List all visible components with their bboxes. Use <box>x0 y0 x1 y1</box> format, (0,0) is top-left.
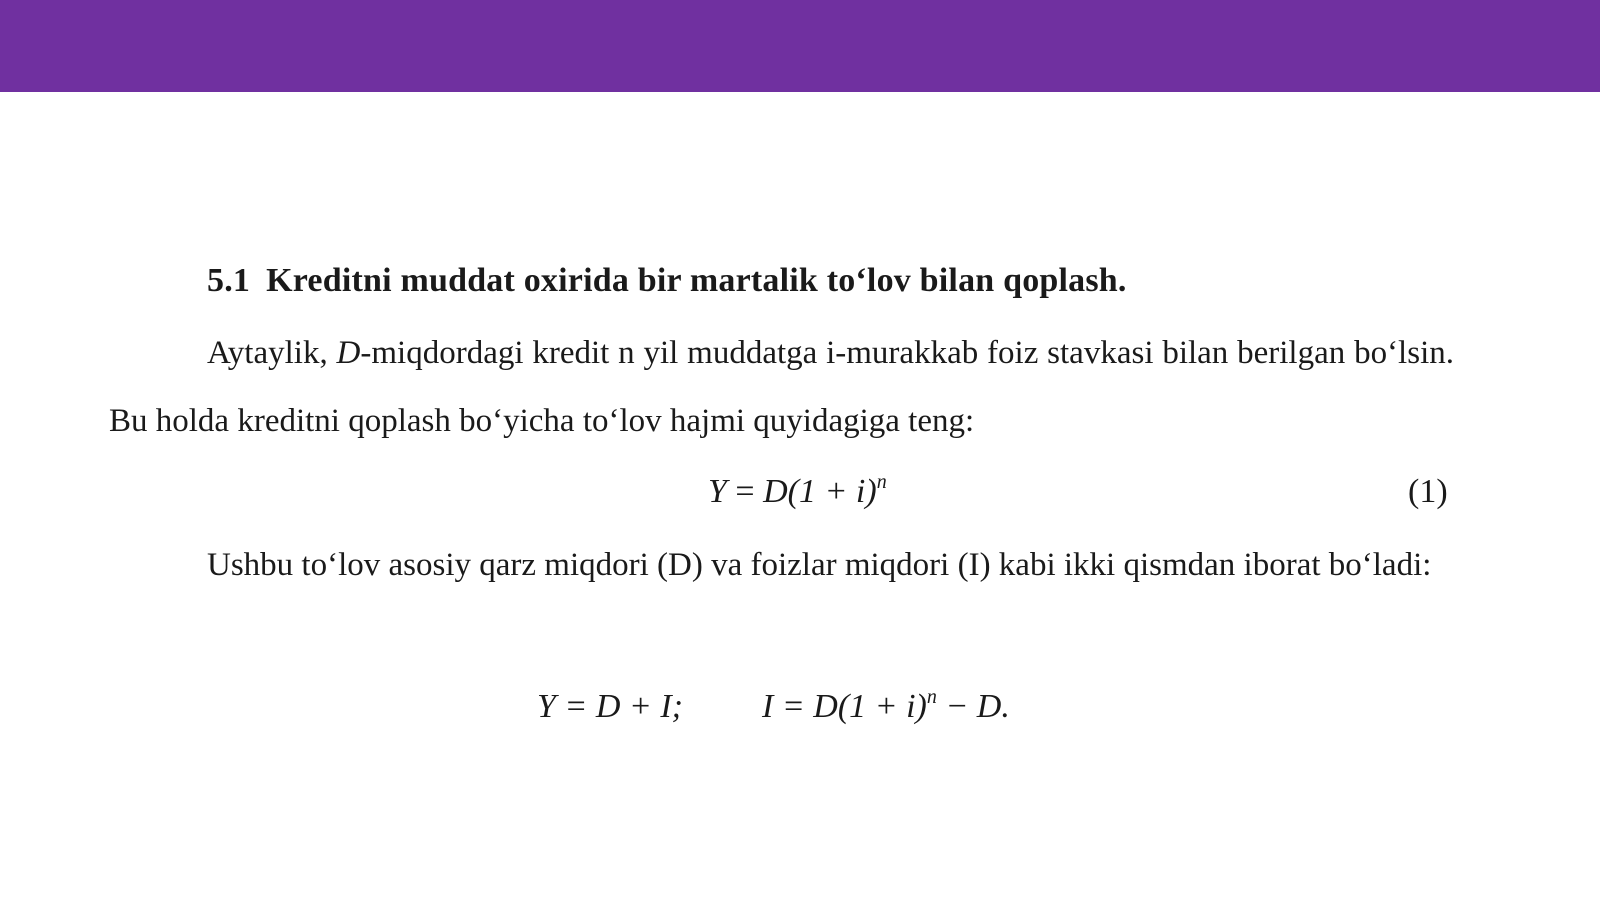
header-bar <box>0 0 1600 92</box>
paragraph-1 <box>109 319 1454 455</box>
equation-3-main: I = D(1 + i) <box>762 688 927 725</box>
equation-3 <box>762 688 1010 726</box>
section-number: 5.1 <box>207 262 251 299</box>
equation-3-tail: − D. <box>936 688 1010 725</box>
section-title: Kreditni muddat oxirida bir martalik to‘lov bilan qoplash. <box>266 262 1127 299</box>
equation-3-exponent: n <box>926 686 937 708</box>
paragraph-2-text: Ushbu to‘lov asosiy qarz miqdori (D) va foizlar miqdori (I) kabi ikki qismdan iborat bo‘ladi: <box>207 547 1432 583</box>
equation-1-rhs: D(1 + i) <box>763 473 877 510</box>
equation-1 <box>708 473 887 511</box>
equation-1-equals: = <box>726 473 764 510</box>
paragraph-2 <box>109 531 1454 599</box>
paragraph-1-part-1: Aytaylik, <box>207 335 328 371</box>
paragraph-1-part-3: yil muddatga i-murakkab foiz stavkasi bilan berilgan bo‘lsin. Bu holda kreditni qoplash bo‘yicha to‘lov hajmi quyidagiga teng: <box>109 335 1454 439</box>
variable-n: n <box>618 335 635 371</box>
section-heading <box>207 262 1127 300</box>
equation-2: Y = D + I; <box>537 688 683 725</box>
paragraph-1-part-2: -miqdordagi kredit <box>360 335 610 371</box>
variable-d: D <box>336 335 361 371</box>
equation-1-lhs: Y <box>708 473 727 510</box>
equation-1-exponent: n <box>876 471 887 493</box>
equation-1-number: (1) <box>1408 473 1448 510</box>
